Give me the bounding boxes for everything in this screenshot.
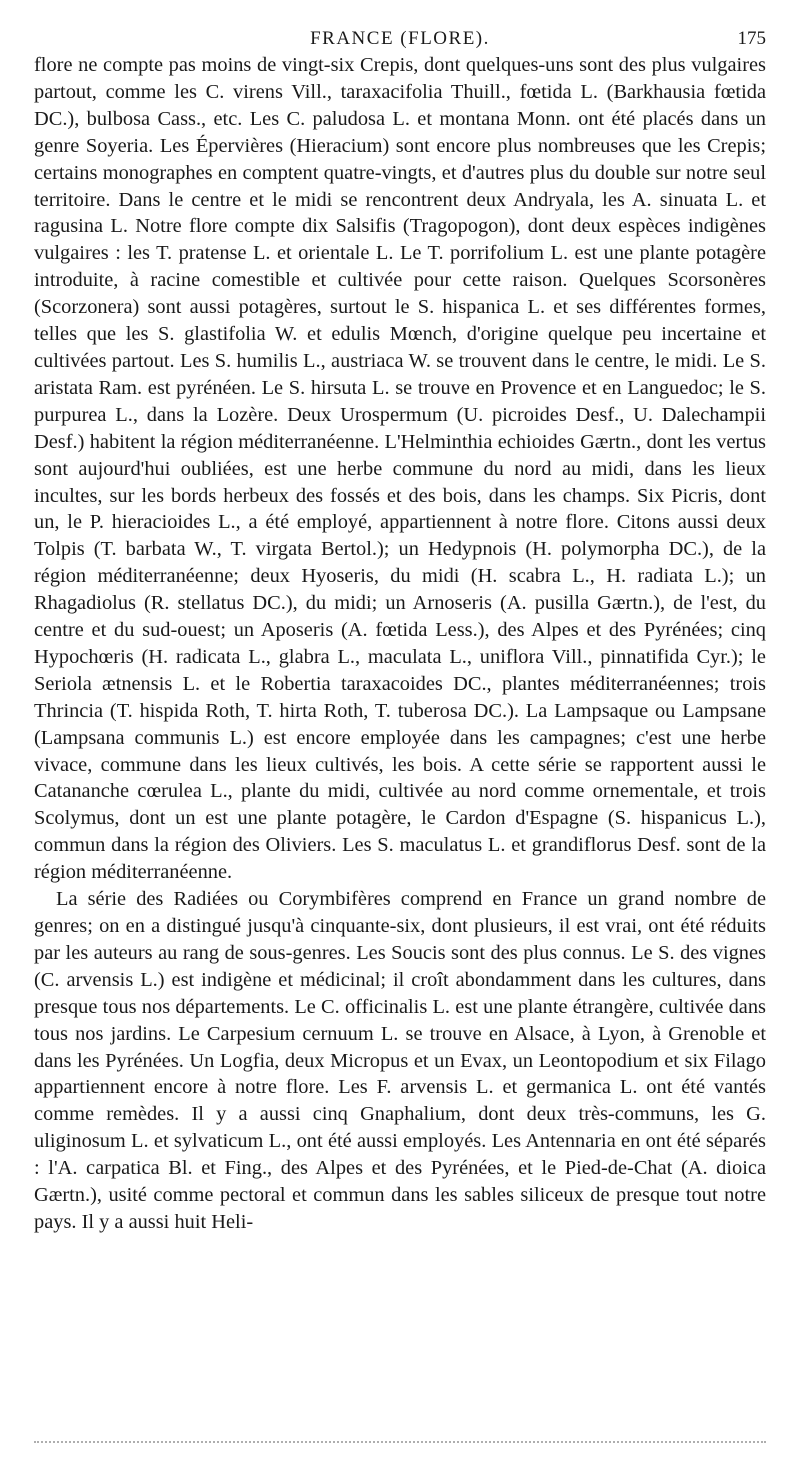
document-page (34, 0, 766, 1483)
running-title: FRANCE (FLORE). (310, 28, 490, 49)
bottom-dotted-rule (34, 1441, 766, 1443)
body-text (34, 52, 766, 1236)
running-header (34, 0, 766, 52)
paragraph-cichoracees: flore ne compte pas moins de vingt-six Crepis, dont quelques-uns sont des plus vulgaires partout, comme les C. virens Vill., taraxacifolia Thuill., fœtida L. (Barkhausia fœtida DC.), bulbosa Cass., etc. Les C. paludosa L. et montana Monn. ont été placés dans un genre Soyeria. Les Épervières (Hieracium) sont encore plus nombreuses que les Crepis; certains monographes en comptent quatre-vingts, et d'autres plus du double sur notre seul territoire. Dans le centre et le midi se rencontrent deux Andryala, les A. sinuata L. et ragusina L. Notre flore compte dix Salsifis (Tragopogon), dont deux espèces indigènes vulgaires : les T. pratense L. et orientale L. Le T. porrifolium L. est une plante potagère introduite, à racine comestible et cultivée pour cette raison. Quelques Scorsonères (Scorzonera) sont aussi potagères, surtout le S. hispanica L. et ses différentes formes, telles que les S. glastifolia W. et edulis Mœnch, d'origine quelque peu incertaine et cultivées partout. Les S. humilis L., austriaca W. se trouvent dans le centre, le midi. Le S. aristata Ram. est pyrénéen. Le S. hirsuta L. se trouve en Provence et en Languedoc; le S. purpurea L., dans la Lozère. Deux Urospermum (U. picroides Desf., U. Dalechampii Desf.) habitent la région méditerranéenne. L'Helminthia echioides Gærtn., dont les vertus sont aujourd'hui oubliées, est une herbe commune du nord au midi, dans les lieux incultes, sur les bords herbeux des fossés et des bois, dans les champs. Six Picris, dont un, le P. hieracioides L., a été employé, appartiennent à notre flore. Citons aussi deux Tolpis (T. barbata W., T. virgata Bertol.); un Hedypnois (H. polymorpha DC.), de la région méditerranéenne; deux Hyoseris, du midi (H. scabra L., H. radiata L.); un Rhagadiolus (R. stellatus DC.), du midi; un Arnoseris (A. pusilla Gærtn.), de l'est, du centre et du sud-ouest; un Aposeris (A. fœtida Less.), des Alpes et des Pyrénées; cinq Hypochœris (H. radicata L., glabra L., maculata L., uniflora Vill., pinnatifida Cyr.); le Seriola ætnensis L. et le Robertia taraxacoides DC., plantes méditerranéennes; trois Thrincia (T. hispida Roth, T. hirta Roth, T. tuberosa DC.). La Lampsaque ou Lampsane (Lampsana communis L.) est encore employée dans les campagnes; c'est une herbe vivace, commune dans les lieux cultivés, les bois. A cette série se rapportent aussi le Catananche cœrulea L., plante du midi, cultivée au nord comme ornementale, et trois Scolymus, dont un est une plante potagère, le Cardon d'Espagne (S. hispanicus L.), commun dans la région des Oliviers. Les S. maculatus L. et grandiflorus Desf. sont de la région méditerranéenne. (34, 54, 766, 884)
paragraph-radiees: La série des Radiées ou Corymbifères comprend en France un grand nombre de genres; on en a distingué jusqu'à cinquante-six, dont plusieurs, il est vrai, ont été réduits par les auteurs au rang de sous-genres. Les Soucis sont des plus connus. Le S. des vignes (C. arvensis L.) est indigène et médicinal; il croît abondamment dans les cultures, dans presque tous nos départements. Le C. officinalis L. est une plante étrangère, cultivée dans tous nos jardins. Le Carpesium cernuum L. se trouve en Alsace, à Lyon, à Grenoble et dans les Pyrénées. Un Logfia, deux Micropus et un Evax, un Leontopodium et six Filago appartiennent encore à notre flore. Les F. arvensis L. et germanica L. ont été vantés comme remèdes. Il y a aussi cinq Gnaphalium, dont deux très-communs, les G. uliginosum L. et sylvaticum L., ont été aussi employés. Les Antennaria en ont été séparés : l'A. carpatica Bl. et Fing., des Alpes et des Pyrénées, et le Pied-de-Chat (A. dioica Gærtn.), usité comme pectoral et commun dans les sables siliceux de presque tout notre pays. Il y a aussi huit Heli- (34, 888, 766, 1233)
page-number: 175 (737, 28, 766, 49)
